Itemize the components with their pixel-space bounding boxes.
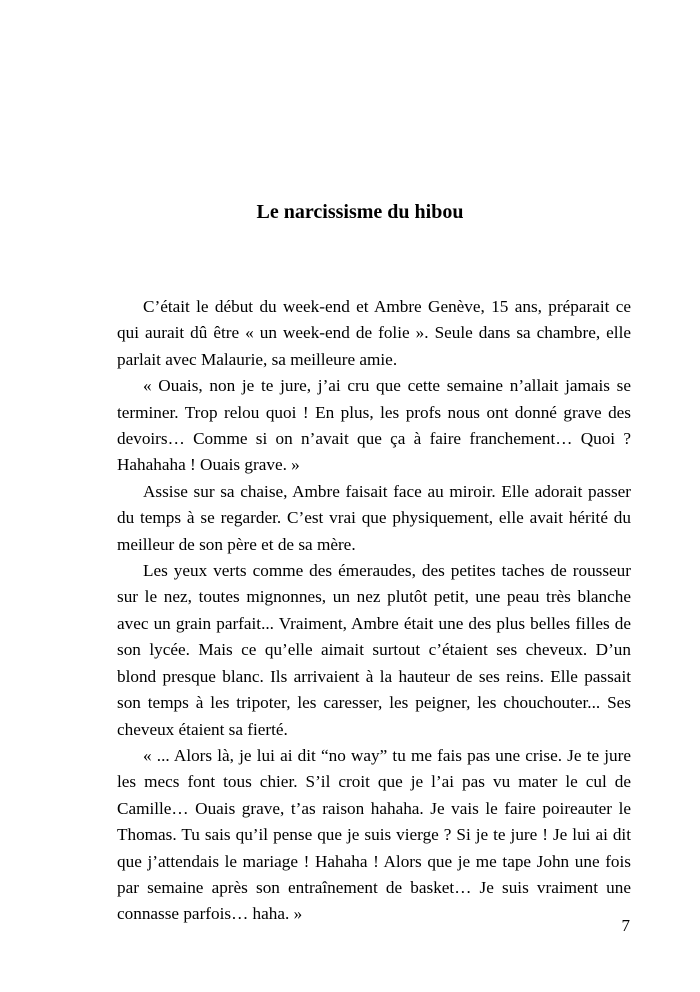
paragraph: « ... Alors là, je lui ai dit “no way” tu me fais pas une crise. Je te jure les mecs font tous chier. S’il croit que je l’ai pas vu mater le cul de Camille… Ouais grave, t’as raison hahaha. Je vais le faire poireauter le Thomas. Tu sais qu’il pense que je suis vierge ? Si je te jure ! Je lui ai dit que j’attendais le mariage ! Hahaha ! Alors que je me tape John une fois par semaine après son entraînement de basket… Je suis vraiment une connasse parfois… haha. » xyxy=(117,745,631,924)
chapter-body xyxy=(117,294,631,928)
paragraph: Les yeux verts comme des émeraudes, des petites taches de rousseur sur le nez, toutes mignonnes, un nez plutôt petit, une peau très blanche avec un grain parfait... Vraiment, Ambre était une des plus belles filles de son lycée. Mais ce qu’elle aimait surtout c’étaient ses cheveux. D’un blond presque blanc. Ils arrivaient à la hauteur de ses reins. Elle passait son temps à les tripoter, les caresser, les peigner, les chouchouter... Ses cheveux étaient sa fierté. xyxy=(117,561,631,739)
paragraph: C’était le début du week-end et Ambre Genève, 15 ans, préparait ce qui aurait dû être « un week-end de folie ». Seule dans sa chambre, elle parlait avec Malaurie, sa meilleure amie. xyxy=(117,297,631,369)
page-number: 7 xyxy=(621,916,630,935)
paragraph: « Ouais, non je te jure, j’ai cru que cette semaine n’allait jamais se terminer. Trop relou quoi ! En plus, les profs nous ont donné grave des devoirs… Comme si on n’avait que ça à faire franchement… Quoi ? Hahahaha ! Ouais grave. » xyxy=(117,376,631,475)
chapter-title: Le narcissisme du hibou xyxy=(256,201,464,223)
paragraph: Assise sur sa chaise, Ambre faisait face au miroir. Elle adorait passer du temps à se regarder. C’est vrai que physiquement, elle avait hérité du meilleur de son père et de sa mère. xyxy=(117,481,631,554)
